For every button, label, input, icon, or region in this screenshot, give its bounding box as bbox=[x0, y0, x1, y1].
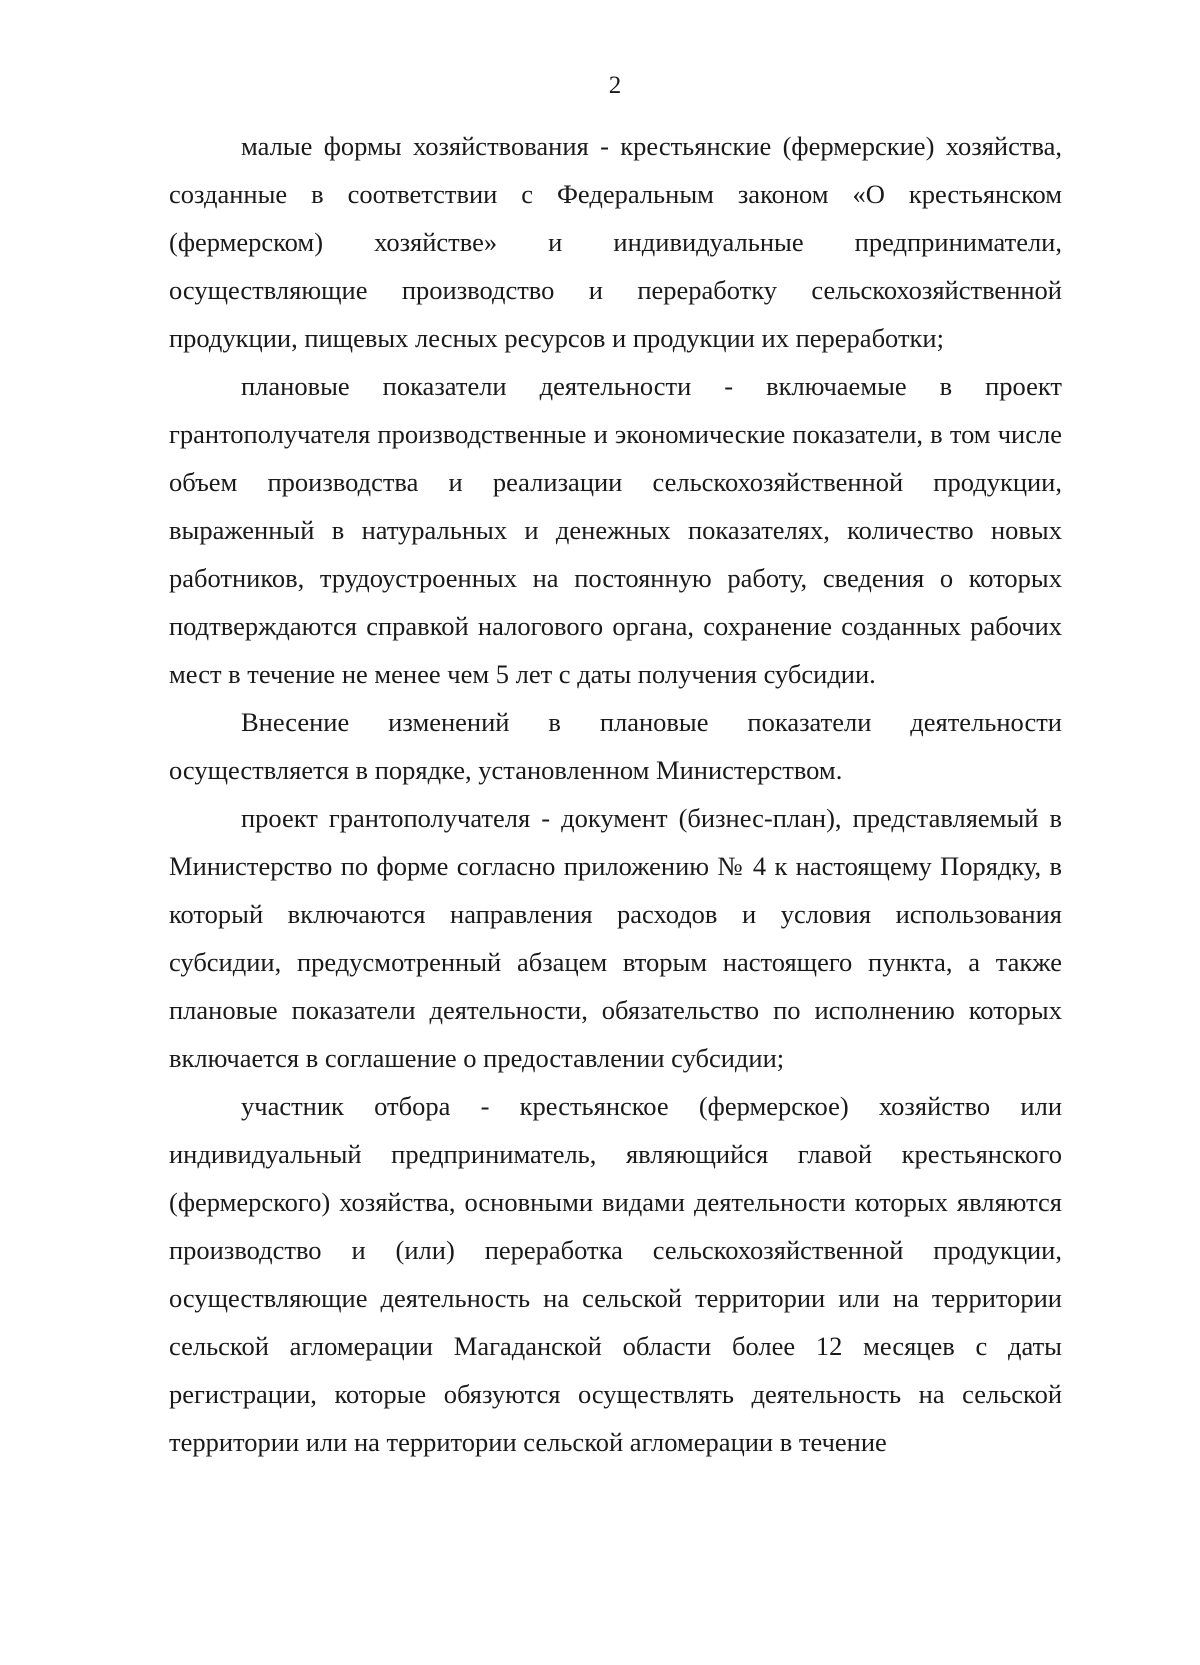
paragraph-indicator-changes: Внесение изменений в плановые показатели деятельности осуществляется в порядке, установленном Министерством. bbox=[169, 707, 1062, 785]
page-number: 2 bbox=[608, 72, 622, 99]
paragraph-small-business-forms: малые формы хозяйствования - крестьянские (фермерские) хозяйства, созданные в соответствии с Федеральным законом «О крестьянском (фермерском) хозяйстве» и индивидуальные предприниматели, осуществляющие производство и переработку сельскохозяйственной продукции, пищевых лесных ресурсов и продукции их переработки; bbox=[169, 131, 1062, 353]
paragraph-selection-participant: участник отбора - крестьянское (фермерское) хозяйство или индивидуальный предприниматель, являющийся главой крестьянского (фермерского) хозяйства, основными видами деятельности которых являются производство и (или) переработка сельскохозяйственной продукции, осуществляющие деятельность на сельской территории или на территории сельской агломерации Магаданской области более 12 месяцев с даты регистрации, которые обязуются осуществлять деятельность на сельской территории или на территории сельской агломерации в течение bbox=[169, 1091, 1062, 1457]
paragraph-planned-indicators: плановые показатели деятельности - включаемые в проект грантополучателя производственные и экономические показатели, в том числе объем производства и реализации сельскохозяйственной продукции, выраженный в натуральных и денежных показателях, количество новых работников, трудоустроенных на постоянную работу, сведения о которых подтверждаются справкой налогового органа, сохранение созданных рабочих мест в течение не менее чем 5 лет с даты получения субсидии. bbox=[169, 371, 1062, 689]
paragraph-grantee-project: проект грантополучателя - документ (бизнес-план), представляемый в Министерство по форме согласно приложению № 4 к настоящему Порядку, в который включаются направления расходов и условия использования субсидии, предусмотренный абзацем вторым настоящего пункта, а также плановые показатели деятельности, обязательство по исполнению которых включается в соглашение о предоставлении субсидии; bbox=[169, 803, 1062, 1073]
document-body bbox=[169, 122, 1062, 1466]
